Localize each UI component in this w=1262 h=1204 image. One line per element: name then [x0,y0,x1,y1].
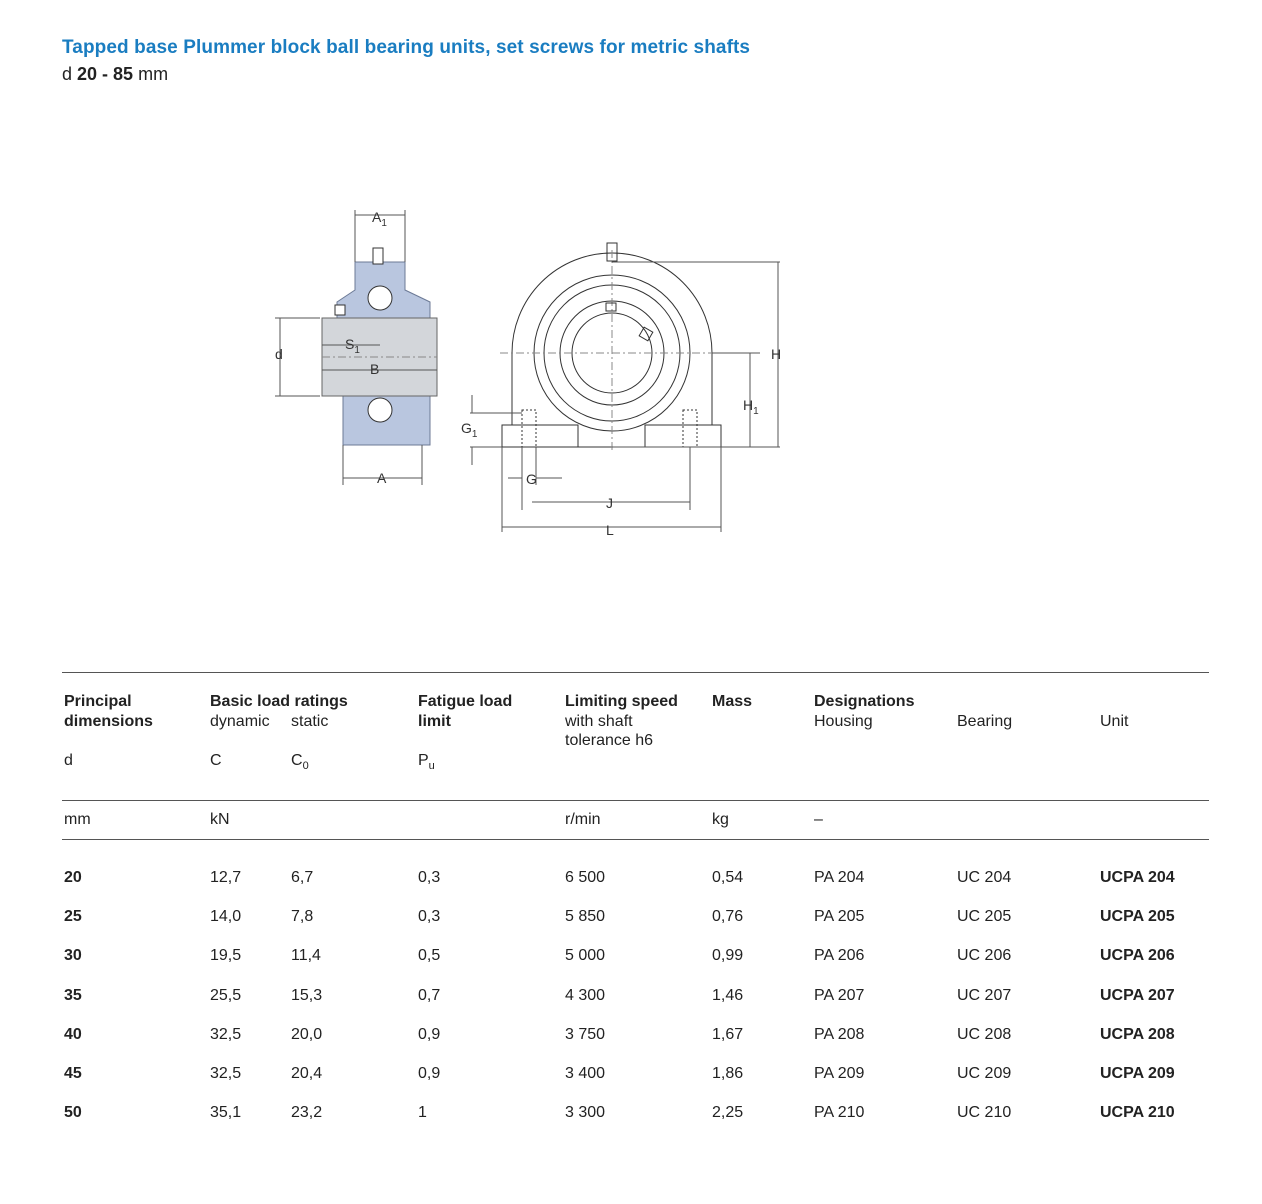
header-unit: Unit [1100,713,1129,730]
dim-h1: $H_1$ [743,397,759,417]
dim-g1: $G_1$ [461,420,478,440]
header-principal: Principal [64,693,132,710]
header-speed-tolerance: tolerance h6 [565,732,654,749]
symbol-pu: $P_u$ [418,752,435,772]
table-top-rule [62,672,1209,673]
dim-j: J [606,495,613,511]
header-bearing: Bearing [957,713,1013,730]
dim-l: L [606,522,614,538]
diameter-range [62,64,168,85]
header-fatigue-limit: limit [418,713,451,730]
range-unit: mm [138,64,169,84]
dim-h: H [771,346,782,362]
unit-dash: – [814,811,823,828]
header-fatigue: Fatigue load [418,693,513,710]
header-load-ratings: Basic load ratings [210,693,348,710]
range-value: 20 - 85 [77,64,134,84]
header-housing: Housing [814,713,873,730]
header-speed-shaft: with shaft [565,713,633,730]
symbol-c0: $C_0$ [291,752,309,772]
table-units-rule [62,839,1209,840]
dim-b: B [370,361,380,377]
dim-d: d [275,346,283,362]
technical-drawing [260,200,800,550]
unit-kn: kN [210,811,230,828]
unit-mm: mm [64,811,91,828]
dim-a1: $A_1$ [372,209,387,229]
header-dimensions: dimensions [64,713,153,730]
header-speed: Limiting speed [565,693,678,710]
dim-a: A [377,470,387,486]
symbol-d: d [64,752,73,769]
header-dynamic: dynamic [210,713,270,730]
table-header-rule [62,800,1209,801]
unit-kg: kg [712,811,729,828]
front-view [470,243,780,532]
header-mass: Mass [712,693,753,710]
header-designations: Designations [814,693,915,710]
header-static: static [291,713,329,730]
dim-s1: $S_1$ [345,336,360,356]
symbol-c: C [210,752,222,769]
range-prefix: d [62,64,73,84]
dim-g: G [526,471,537,487]
unit-rmin: r/min [565,811,601,828]
page-title: Tapped base Plummer block ball bearing units, set screws for metric shafts [62,37,751,58]
